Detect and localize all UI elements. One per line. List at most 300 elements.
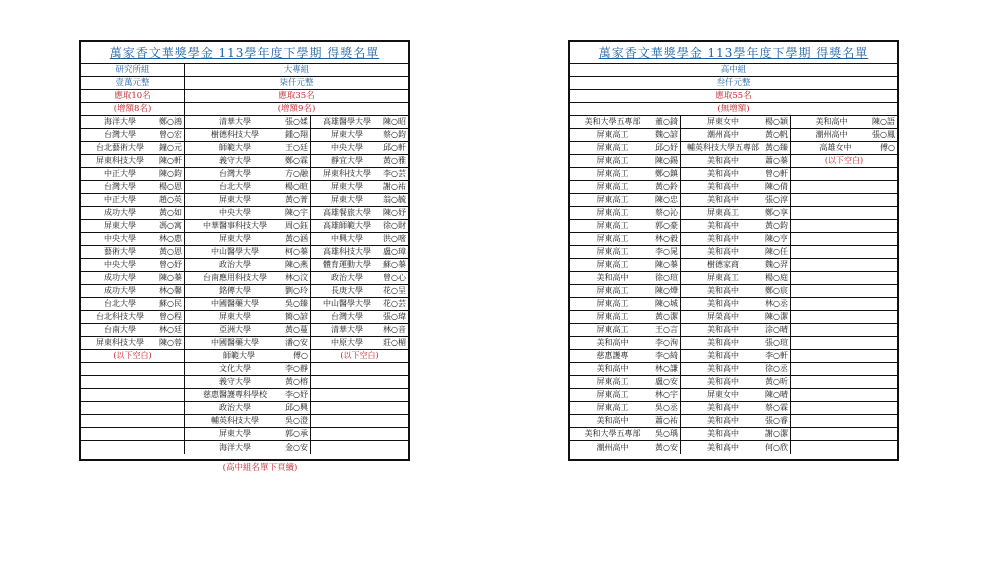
- school-name: 清華大學: [219, 117, 251, 126]
- winner-name: 蔡○鈞: [383, 130, 406, 139]
- winner-name: 徐○瑄: [655, 273, 678, 282]
- increase-row: [81, 103, 408, 116]
- winner-cell: [310, 246, 408, 258]
- table-row: [81, 298, 408, 311]
- winner-name: 魏○羿: [765, 260, 788, 269]
- empty-cell: [790, 324, 897, 336]
- table-row: [570, 168, 897, 181]
- table-row: [570, 246, 897, 259]
- winner-name: 陳○潔: [765, 312, 788, 321]
- winner-name: 黃○涵: [285, 234, 308, 243]
- winner-cell: [570, 116, 680, 128]
- school-name: 高雄科技大學: [323, 247, 371, 256]
- winner-name: 陳○蓁: [655, 260, 678, 269]
- empty-cell: [790, 246, 897, 258]
- winner-cell: [310, 142, 408, 154]
- school-name: 屏東高工: [596, 377, 629, 386]
- winner-cell: [570, 402, 680, 414]
- empty-cell: [790, 207, 897, 219]
- school-name: 體育運動大學: [323, 260, 371, 269]
- winner-name: 林○廷: [159, 325, 182, 334]
- increase-row-highschool: [570, 103, 897, 116]
- winner-cell: [680, 389, 790, 401]
- winner-cell: [184, 441, 310, 454]
- empty-cell: [790, 350, 897, 362]
- winner-name: 柯○蓁: [285, 247, 308, 256]
- table-row: [81, 259, 408, 272]
- school-name: 屏東大學: [219, 234, 251, 243]
- winner-name: 郭○豪: [655, 221, 678, 230]
- winner-name: 黃○恩: [159, 247, 182, 256]
- winner-name: 陳○忠: [655, 195, 678, 204]
- winner-cell: [81, 168, 184, 180]
- table-row: [81, 311, 408, 324]
- school-name: 屏東高工: [596, 260, 629, 269]
- empty-cell: [310, 363, 408, 375]
- right-sheet-title: 萬家香文華獎學金 113學年度下學期 得獎名單: [570, 42, 897, 64]
- winner-cell: [570, 415, 680, 427]
- quota-graduate: 應取10名: [114, 91, 151, 101]
- winner-name: 金○安: [285, 442, 308, 452]
- winner-cell: [570, 259, 680, 271]
- winner-cell: [680, 155, 790, 167]
- amount-row-highschool: [570, 77, 897, 90]
- school-name: 高雄師範大學: [323, 221, 371, 230]
- winner-cell: [570, 428, 680, 440]
- school-name: 屏東高工: [596, 234, 629, 243]
- winner-name: 陳○城: [655, 299, 678, 308]
- winner-cell: [81, 272, 184, 284]
- table-row: [570, 402, 897, 415]
- winner-name: 李○軒: [765, 351, 788, 360]
- winner-name: 陳○昭: [383, 117, 406, 126]
- school-name: 屏東高工: [596, 403, 629, 412]
- school-name: 美和高中: [707, 156, 739, 165]
- winner-name: 王○言: [655, 325, 678, 334]
- school-name: 美和高中: [707, 286, 739, 295]
- school-name: 樹德家商: [707, 260, 739, 269]
- winner-name: 黃○榕: [285, 377, 308, 386]
- increase-highschool: (無增額): [717, 104, 750, 114]
- winner-name: 陳○語: [872, 117, 895, 126]
- amount-college: 柒仟元整: [184, 77, 408, 89]
- school-name: 師範大學: [223, 351, 255, 360]
- table-row: [81, 376, 408, 389]
- school-name: 台南應用科技大學: [203, 273, 267, 282]
- winner-cell: [680, 415, 790, 427]
- winner-cell: [570, 142, 680, 154]
- winner-cell: [184, 311, 310, 323]
- school-name: 屏東高工: [707, 273, 739, 282]
- school-name: 成功大學: [104, 208, 136, 217]
- empty-cell: [81, 415, 184, 427]
- school-name: 中華醫事科技大學: [203, 221, 267, 230]
- school-name: 靜宜大學: [331, 156, 363, 165]
- winner-cell: [184, 246, 310, 258]
- winner-cell: [81, 155, 184, 167]
- left-sheet-title: 萬家香文華獎學金 113學年度下學期 得獎名單: [81, 42, 408, 64]
- winner-cell: [81, 142, 184, 154]
- winner-cell: [81, 311, 184, 323]
- winner-name: 曾○軒: [765, 169, 788, 178]
- table-row: [81, 142, 408, 155]
- winner-cell: [570, 298, 680, 310]
- winner-name: 陳○燁: [655, 286, 678, 295]
- school-name: 台南大學: [104, 325, 136, 334]
- winner-cell: [310, 155, 408, 167]
- empty-cell: [310, 428, 408, 440]
- winner-cell: [184, 376, 310, 388]
- winner-name: 林○音: [383, 325, 406, 334]
- winner-cell: [81, 246, 184, 258]
- school-name: 台灣大學: [104, 182, 136, 191]
- winner-cell: [81, 233, 184, 245]
- table-row: [570, 259, 897, 272]
- quota-row: [81, 90, 408, 103]
- school-name: 潮州高中: [707, 130, 739, 139]
- winner-name: 盧○安: [655, 377, 678, 386]
- empty-cell: [790, 389, 897, 401]
- school-name: 屏東高工: [596, 247, 629, 256]
- winner-cell: [81, 220, 184, 232]
- winner-name: 郭○承: [285, 429, 308, 438]
- school-name: 屏東高工: [596, 312, 629, 321]
- table-row: [81, 363, 408, 376]
- winner-name: 黃○潔: [655, 312, 678, 321]
- winner-cell: [184, 142, 310, 154]
- school-name: 屏東高工: [596, 299, 629, 308]
- winner-cell: [680, 285, 790, 297]
- winner-cell: [184, 428, 310, 440]
- empty-cell: [310, 402, 408, 414]
- winner-name: 魏○諺: [655, 130, 678, 139]
- winner-name: 董○錡: [655, 117, 678, 126]
- school-name: 海洋大學: [104, 117, 136, 126]
- winner-cell: [310, 311, 408, 323]
- winner-cell: [310, 181, 408, 193]
- winner-cell: [570, 233, 680, 245]
- winner-cell: [680, 220, 790, 232]
- winner-name: 陳○亨: [765, 234, 788, 243]
- school-name: 中央大學: [104, 260, 136, 269]
- school-name: 中國醫藥大學: [211, 299, 259, 308]
- winner-cell: [310, 272, 408, 284]
- winner-cell: [310, 220, 408, 232]
- table-row: [570, 285, 897, 298]
- winner-cell: [680, 259, 790, 271]
- winner-cell: [680, 142, 790, 154]
- table-row: [81, 233, 408, 246]
- school-name: 屏東高工: [707, 208, 739, 217]
- winner-cell: [310, 298, 408, 310]
- winner-cell: [184, 285, 310, 297]
- school-name: 屏東高工: [596, 325, 629, 334]
- empty-cell: [81, 428, 184, 440]
- winner-name: 盧○璋: [383, 247, 406, 256]
- school-name: 美和高中: [707, 351, 739, 360]
- winner-cell: [680, 402, 790, 414]
- school-name: 台灣大學: [219, 169, 251, 178]
- winner-cell: [310, 259, 408, 271]
- winner-cell: [81, 116, 184, 128]
- empty-cell: [81, 441, 184, 454]
- school-name: 台北大學: [104, 299, 136, 308]
- winner-name: 洪○嘧: [383, 234, 406, 243]
- table-row: [570, 337, 897, 350]
- winner-cell: [790, 142, 897, 154]
- table-row: [81, 116, 408, 129]
- school-name: 義守大學: [219, 377, 251, 386]
- empty-cell: [790, 402, 897, 414]
- winner-name: 涂○晴: [765, 325, 788, 334]
- school-name: 輔英科技大學: [211, 416, 259, 425]
- table-row: [570, 194, 897, 207]
- winner-name: 黃○安: [655, 442, 678, 452]
- winner-cell: [570, 272, 680, 284]
- winner-cell: [680, 168, 790, 180]
- winner-cell: [184, 259, 310, 271]
- winner-name: 林○汶: [285, 273, 308, 282]
- school-name: 中央大學: [219, 208, 251, 217]
- winner-name: 鄭○宸: [765, 286, 788, 295]
- winner-name: 陳○蓁: [159, 273, 182, 282]
- winner-cell: [680, 233, 790, 245]
- table-row: [81, 272, 408, 285]
- winner-cell: [570, 207, 680, 219]
- empty-cell: [790, 415, 897, 427]
- group-label-row-highschool: [570, 64, 897, 77]
- increase-college: (增額9名): [184, 103, 408, 115]
- winner-name: 林○惠: [159, 234, 182, 243]
- winner-name: 蕭○祐: [655, 416, 678, 425]
- winner-cell: [570, 337, 680, 349]
- empty-cell: [790, 441, 897, 454]
- winner-name: 楊○恩: [159, 182, 182, 191]
- winner-cell: [570, 376, 680, 388]
- table-row: [81, 402, 408, 415]
- winner-name: 李○晁: [655, 247, 678, 256]
- winner-cell: [184, 116, 310, 128]
- winner-name: 王○廷: [285, 143, 308, 152]
- winner-name: 趙○英: [159, 195, 182, 204]
- winner-cell: [81, 324, 184, 336]
- empty-cell: [81, 402, 184, 414]
- winner-name: 林○丞: [765, 299, 788, 308]
- empty-cell: [310, 376, 408, 388]
- school-name: 美和高中: [596, 416, 629, 425]
- table-row: [81, 324, 408, 337]
- winner-name: 楊○暄: [285, 182, 308, 191]
- school-name: 屏東高工: [596, 195, 629, 204]
- winner-name: 陳○鈞: [159, 169, 182, 178]
- quota-highschool: 應取55名: [715, 91, 752, 101]
- winner-name: 何○欣: [765, 442, 788, 452]
- winner-cell: [310, 168, 408, 180]
- winner-name: 陳○軒: [159, 156, 182, 165]
- table-row: [81, 155, 408, 168]
- school-name: 銘傳大學: [219, 286, 251, 295]
- group-label-graduate: 研究所組: [115, 65, 150, 75]
- school-name: 長庚大學: [331, 286, 363, 295]
- empty-cell: [790, 311, 897, 323]
- winner-name: 蔡○沁: [655, 208, 678, 217]
- school-name: 美和大學五專部: [584, 429, 641, 438]
- winner-name: 陳○蓉: [159, 338, 182, 347]
- winner-name: 林○馨: [159, 286, 182, 295]
- winner-name: 林○謙: [655, 364, 678, 373]
- school-name: 屏東高工: [596, 143, 629, 152]
- winner-cell: [680, 363, 790, 375]
- school-name: 美和大學五專部: [584, 117, 641, 126]
- school-name: 屏東大學: [219, 195, 251, 204]
- winner-name: 徐○丞: [765, 364, 788, 373]
- left-winner-table: [81, 116, 408, 454]
- school-name: 台北大學: [219, 182, 251, 191]
- table-row: [81, 220, 408, 233]
- winner-name: 謝○祐: [383, 182, 406, 191]
- table-row: [81, 441, 408, 454]
- winner-cell: [310, 116, 408, 128]
- winner-name: 馮○寓: [159, 221, 182, 230]
- winner-name: 翁○毓: [383, 195, 406, 204]
- school-name: 中央大學: [104, 234, 136, 243]
- school-name: 政治大學: [219, 260, 251, 269]
- winner-name: 吳○瑀: [655, 429, 678, 438]
- school-name: 美和高中: [707, 221, 739, 230]
- winner-name: 張○鳳: [872, 130, 895, 139]
- winner-name: 陳○錫: [655, 156, 678, 165]
- winner-name: 鄭○霖: [285, 156, 308, 165]
- winner-cell: [680, 337, 790, 349]
- group-label-highschool: 高中組: [720, 65, 747, 75]
- table-row: [81, 389, 408, 402]
- winner-name: 楊○穎: [765, 117, 788, 126]
- winner-name: 黃○蔓: [285, 325, 308, 334]
- school-name: 美和高中: [707, 364, 739, 373]
- winner-name: 黃○臻: [765, 143, 788, 152]
- school-name: 屏東高工: [596, 221, 629, 230]
- winner-name: 黃○如: [159, 208, 182, 217]
- winner-name: 邱○軒: [383, 143, 406, 152]
- winner-cell: [184, 155, 310, 167]
- winner-cell: [184, 194, 310, 206]
- school-name: 美和高中: [707, 169, 739, 178]
- school-name: 美和高中: [707, 299, 739, 308]
- table-row: [570, 428, 897, 441]
- winner-name: 張○媃: [285, 117, 308, 126]
- winner-cell: [680, 376, 790, 388]
- empty-cell: [790, 298, 897, 310]
- winner-name: 黃○雅: [383, 156, 406, 165]
- blank-below-note: (以下空白): [790, 155, 897, 167]
- winner-name: 吳○臻: [285, 299, 308, 308]
- quota-row-highschool: [570, 90, 897, 103]
- empty-cell: [790, 363, 897, 375]
- winner-cell: [570, 285, 680, 297]
- empty-cell: [310, 415, 408, 427]
- school-name: 屏東高工: [596, 286, 629, 295]
- school-name: 中正大學: [104, 195, 136, 204]
- school-name: 屏東女中: [707, 117, 739, 126]
- winner-cell: [680, 272, 790, 284]
- winner-cell: [680, 207, 790, 219]
- school-name: 慈惠醫護專科學校: [203, 390, 267, 399]
- school-name: 美和高中: [596, 338, 629, 347]
- increase-graduate: (增額8名): [113, 104, 152, 114]
- winner-name: 林○宇: [655, 390, 678, 399]
- winner-name: 陳○任: [765, 247, 788, 256]
- winner-cell: [570, 246, 680, 258]
- winner-name: 吳○丞: [655, 403, 678, 412]
- winner-cell: [184, 389, 310, 401]
- winner-cell: [680, 181, 790, 193]
- winner-name: 楊○庭: [765, 273, 788, 282]
- school-name: 屏東科技大學: [323, 169, 371, 178]
- school-name: 藝術大學: [104, 247, 136, 256]
- school-name: 屏東女中: [707, 390, 739, 399]
- school-name: 屏東高工: [596, 208, 629, 217]
- school-name: 美和高中: [707, 234, 739, 243]
- winner-cell: [680, 441, 790, 454]
- winner-cell: [310, 207, 408, 219]
- school-name: 台灣大學: [331, 312, 363, 321]
- table-row: [81, 285, 408, 298]
- school-name: 台北藝術大學: [96, 143, 144, 152]
- winner-name: 蘇○蓁: [383, 260, 406, 269]
- empty-cell: [81, 363, 184, 375]
- empty-cell: [790, 272, 897, 284]
- winner-cell: [184, 168, 310, 180]
- winner-name: 邱○興: [285, 403, 308, 412]
- school-name: 文化大學: [219, 364, 251, 373]
- winner-name: 傅○: [293, 351, 308, 360]
- winner-cell: [680, 116, 790, 128]
- winner-cell: [570, 168, 680, 180]
- school-name: 成功大學: [104, 273, 136, 282]
- empty-cell: [310, 389, 408, 401]
- winner-cell: [570, 389, 680, 401]
- empty-cell: [790, 194, 897, 206]
- empty-cell: [81, 376, 184, 388]
- table-row: [570, 389, 897, 402]
- winner-cell: [570, 220, 680, 232]
- winner-name: 曾○宏: [159, 130, 182, 139]
- winner-name: 鐘○元: [159, 143, 182, 152]
- school-name: 屏東大學: [219, 429, 251, 438]
- winner-cell: [184, 402, 310, 414]
- winner-name: 陳○倩: [765, 182, 788, 191]
- school-name: 政治大學: [331, 273, 363, 282]
- school-name: 美和高中: [707, 403, 739, 412]
- winner-cell: [310, 324, 408, 336]
- empty-cell: [790, 259, 897, 271]
- school-name: 屏東大學: [219, 312, 251, 321]
- winner-cell: [81, 285, 184, 297]
- winner-name: 鄭○鴻: [159, 117, 182, 126]
- winner-cell: [680, 298, 790, 310]
- table-row: [570, 207, 897, 220]
- school-name: 美和高中: [707, 429, 739, 438]
- winner-name: 曾○妤: [159, 260, 182, 269]
- winner-cell: [680, 324, 790, 336]
- winner-cell: [310, 129, 408, 141]
- winner-cell: [310, 285, 408, 297]
- school-name: 亞洲大學: [219, 325, 251, 334]
- table-row: [570, 181, 897, 194]
- table-row: [570, 324, 897, 337]
- school-name: 屏東大學: [104, 221, 136, 230]
- winner-name: 鄭○享: [765, 208, 788, 217]
